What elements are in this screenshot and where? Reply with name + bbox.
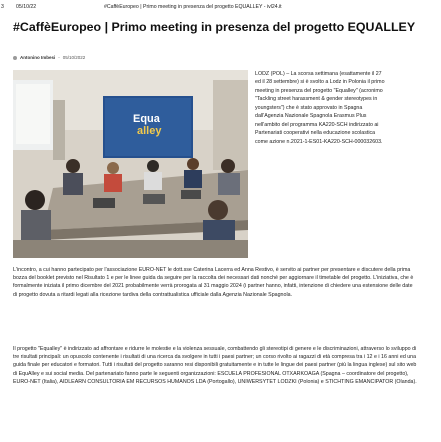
page-number: 3 bbox=[1, 4, 4, 10]
article-title: #CaffèEuropeo | Primo meeting in presenza del progetto EQUALLEY bbox=[13, 20, 416, 34]
meeting-photo bbox=[13, 70, 248, 258]
byline bbox=[13, 55, 85, 60]
author-name[interactable]: Antonino Imbesi bbox=[20, 55, 56, 60]
print-header bbox=[0, 0, 441, 14]
byline-separator: - bbox=[58, 55, 60, 60]
print-page-title: #CaffèEuropeo | Primo meeting in presenza del progetto EQUALLEY - ivl24.it bbox=[104, 4, 282, 10]
article-paragraph-1: L'incontro, a cui hanno partecipato per l'associazione EURO-NET le dott.sse Caterina Lacerra ed Anna Restivo, è servito ai partner per presentare e discutere della prima bozza del booklet previsto nel Risultato 1 e per le linee guida da seguire per la raccolta dei necessari dati nonché per aggiornare il timetable del progetto. L'iniziativa, che è formalmente iniziata il primo dicembre del 2021 probabilmente verrà prorogata al 31 maggio 2024 (i partner hanno, infatti, intenzione di chiedere una estensione delle date di progetto dovuta a ritardi legati alla ricezione tardiva della contrattualistica ufficiale dalla Agenzia Nazionale Spagnola. bbox=[13, 267, 414, 298]
screen-logo-text-2: alley bbox=[137, 125, 162, 137]
meeting-photo-illustration bbox=[13, 70, 248, 258]
avatar bbox=[13, 56, 17, 60]
screen-logo-text-1: Equa bbox=[133, 113, 160, 125]
print-date: 05/10/22 bbox=[16, 4, 37, 10]
article-paragraph-2: Il progetto "Equalley" è indirizzato ad affrontare e ridurre le molestie e la violenza sessuale, combattendo gli stereotipi di genere e le discriminazioni, attraverso lo sviluppo di tre risultati principali: un opuscolo contenente i risultati di una ricerca da svolgere in tutti i paesi partner; un corso rivolto ai ragazzi di età compresa tra i 12 e i 16 anni ed una guida finale per educatori e formatori. Tutti i risultati del progetto saranno resi disponibili gratuitamente e in tutte le lingue dei paesi partner (più la lingua inglese) sul sito web di EquAlley e sui social media. Del partenariato fanno parte le seguenti organizzazioni: ESCUELA PROFESIONAL OTXARKOAGA (Spagna – coordinatore del progetto), EURO-NET (Italia), AIDLEARN CONSULTORIA EM RECURSOS HUMANOS LDA (Portogallo), UNIWERSYTET LODZKI (Polonia) e STICHTING EMANCIPATOR (Olanda). bbox=[13, 346, 417, 385]
publish-date: 05/10/2022 bbox=[62, 55, 86, 60]
article-intro-text: LODZ (POL) – La scorsa settimana (esattamente il 27 ed il 28 settembre) si è svolto a Lodz in Polonia il primo meeting in presenza del progetto "Equalley" (acronimo "Tackling street harassment & gender stereotypes in youngsters") che è stato approvato in Spagna dall'Agenzia Nazionale Spagnola Erasmus Plus nell'ambito del programma KA220-SCH indirizzato ai Partenariati cooperativi nella educazione scolastica come azione n.2021-1-ES01-KA220-SCH-000032603. bbox=[255, 71, 385, 145]
